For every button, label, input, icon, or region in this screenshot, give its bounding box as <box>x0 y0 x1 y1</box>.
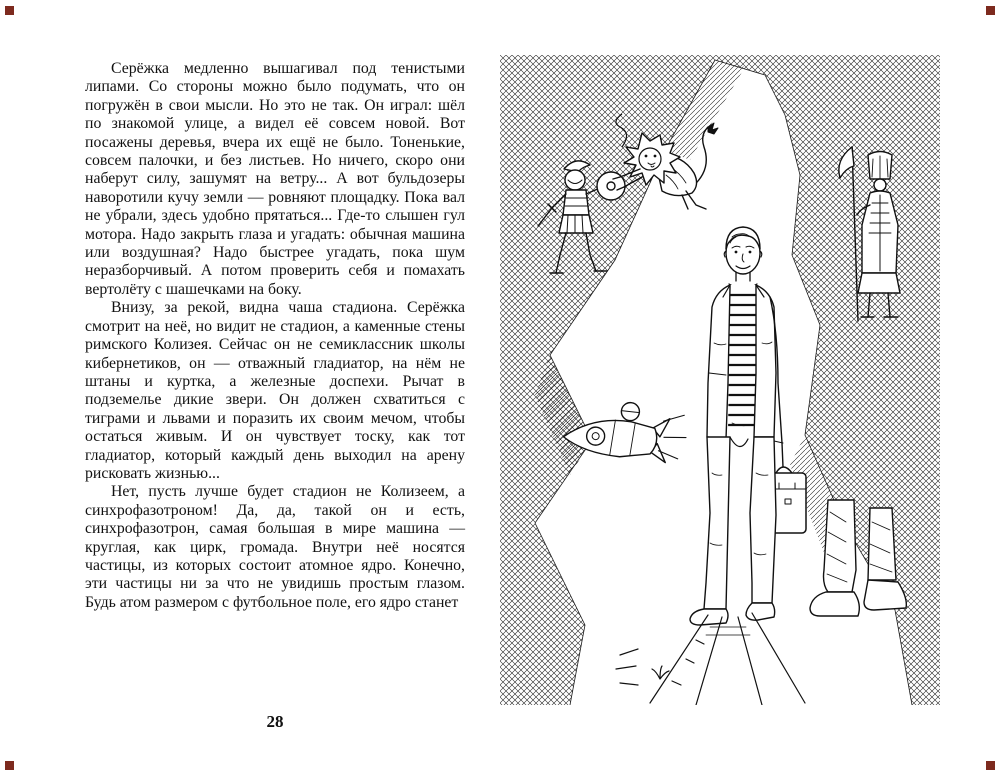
illustration <box>500 55 940 705</box>
paragraph: Внизу, за рекой, видна чаша стадиона. Серёжка смотрит на неё, но видит не стадион, а каменные стены римского Колизея. Сейчас он не семиклассник школы кибернетиков, он — отважный гладиатор, на нём не штаны и куртка, а железные доспехи. Рычат в подземелье дикие звери. Он должен схватиться с тиграми и львами и поразить их своим мечом, чтобы остаться живым. И он чувствует тоску, как тот гладиатор, который каждый день выходил на арену рисковать жизнью... <box>85 299 465 482</box>
text-column <box>85 60 465 612</box>
corner-registration-mark <box>986 761 995 770</box>
page-number: 28 <box>266 712 284 731</box>
corner-registration-mark <box>986 6 995 15</box>
corner-registration-mark <box>5 761 14 770</box>
paragraph: Серёжка медленно вышагивал под тенистыми липами. Со стороны можно было подумать, что он погружён в свои мысли. Но это не так. Он играл: шёл по знакомой улице, а видел её совсем новой. Вот посажены деревья, вчера их ещё не было. Тоненькие, совсем палочки, и без листьев. Но ничего, скоро они наберут силу, зашумят на ветру... А вот бульдозеры наворотили кучу земли — ровняют площадку. Пока вал не убрали, здесь удобно прятаться... Где-то слышен гул мотора. Надо закрыть глаза и угадать: обычная машина или воздушная? Надо быстрее угадать, пока шум неразборчивый. А потом проверить себя и помахать вертолёту с шашечками на боку. <box>85 60 465 298</box>
boy-figure <box>690 227 806 625</box>
corner-registration-mark <box>5 6 14 15</box>
road-lines <box>616 613 805 705</box>
paragraph: Нет, пусть лучше будет стадион не Колизеем, а синхрофазотроном! Да, да, такой он и есть, синхрофазотрон, самая большая в мире машина — круглая, как цирк, громада. Внутри неё носятся частицы, из которых состоит атомное ядро. Конечно, эти частицы ни за что не увидишь простым глазом. Будь атом размером с футбольное поле, его ядро станет <box>85 483 465 611</box>
